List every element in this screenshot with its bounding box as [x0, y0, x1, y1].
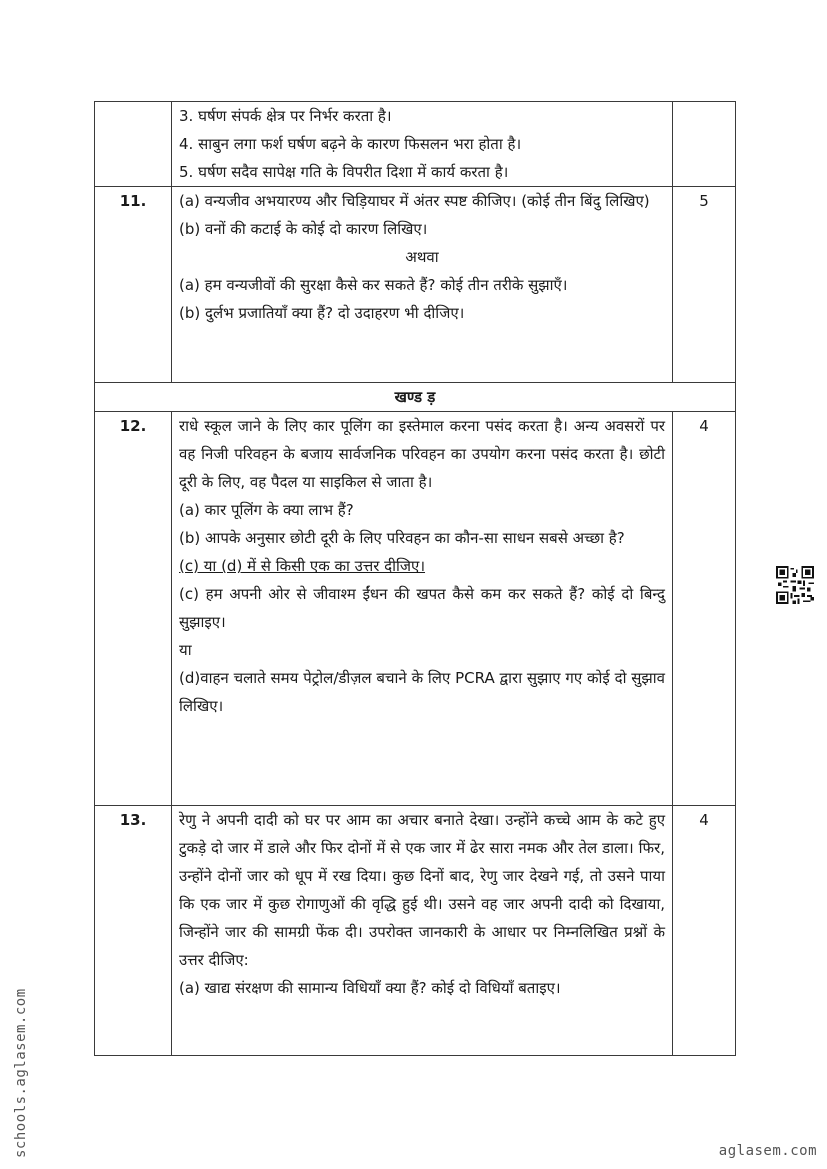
table-row	[95, 806, 736, 1056]
marks: 4	[673, 806, 736, 1056]
or-separator: अथवा	[405, 248, 439, 266]
q11-part-b: (b) वनों की कटाई के कोई दो कारण लिखिए।	[179, 220, 428, 238]
question-number: 11.	[95, 187, 172, 383]
table-row	[95, 102, 736, 187]
q13-part-a: (a) खाद्य संरक्षण की सामान्य विधियाँ क्या हैं? कोई दो विधियाँ बताइए।	[179, 979, 561, 997]
q12-instruction: (c) या (d) में से किसी एक का उत्तर दीजिए।	[179, 557, 426, 575]
q12-intro: राधे स्कूल जाने के लिए कार पूलिंग का इस्तेमाल करना पसंद करता है। अन्य अवसरों पर वह निजी परिवहन के बजाय सार्वजनिक परिवहन का उपयोग करना पसंद करता है। छोटी दूरी के लिए, वह पैदल या साइकिल से जाता है।	[179, 417, 665, 491]
qr-code-icon	[776, 566, 814, 604]
q11-part-a: (a) वन्यजीव अभयारण्य और चिड़ियाघर में अंतर स्पष्ट कीजिए। (कोई तीन बिंदु लिखिए)	[179, 192, 650, 210]
bottom-watermark: aglasem.com	[718, 1143, 817, 1159]
q12-part-d: (d)वाहन चलाते समय पेट्रोल/डीज़ल बचाने के लिए PCRA द्वारा सुझाए गए कोई दो सुझाव लिखिए।	[179, 669, 665, 715]
question-number: 13.	[95, 806, 172, 1056]
question-number: 12.	[95, 412, 172, 806]
friction-point-5: 5. घर्षण सदैव सापेक्ष गति के विपरीत दिशा में कार्य करता है।	[179, 163, 509, 181]
question-number-cell	[95, 102, 172, 187]
q11-alt-part-b: (b) दुर्लभ प्रजातियाँ क्या हैं? दो उदाहरण भी दीजिए।	[179, 304, 465, 322]
q13-intro: रेणु ने अपनी दादी को घर पर आम का अचार बनाते देखा। उन्होंने कच्चे आम के कटे हुए टुकड़े दो जार में डाले और फिर दोनों में से एक जार में ढेर सारा नमक और तेल डाला। फिर, उन्होंने दोनों जार को धूप में रख दिया। कुछ दिनों बाद, रेणु जार देखने गई, तो उसने पाया कि एक जार में कुछ रोगाणुओं की वृद्धि हुई थी। उसने वह जार अपनी दादी को दिखाया, जिन्होंने जार की सामग्री फेंक दी। उपरोक्त जानकारी के आधार पर निम्नलिखित प्रश्नों के उत्तर दीजिए:	[179, 811, 665, 969]
question-paper-table	[94, 101, 736, 1056]
table-row	[95, 412, 736, 806]
marks: 5	[673, 187, 736, 383]
q12-part-a: (a) कार पूलिंग के क्या लाभ हैं?	[179, 501, 354, 519]
friction-point-3: 3. घर्षण संपर्क क्षेत्र पर निर्भर करता है।	[179, 107, 392, 125]
section-row	[95, 383, 736, 412]
friction-point-4: 4. साबुन लगा फर्श घर्षण बढ़ने के कारण फिसलन भरा होता है।	[179, 135, 522, 153]
question-content-cell	[172, 806, 673, 1056]
marks-cell	[673, 102, 736, 187]
question-content-cell	[172, 102, 673, 187]
table-row	[95, 187, 736, 383]
section-title: खण्ड ड़	[95, 383, 736, 412]
or-separator: या	[179, 641, 192, 659]
q12-part-c: (c) हम अपनी ओर से जीवाश्म ईंधन की खपत कैसे कम कर सकते हैं? कोई दो बिन्दु सुझाइए।	[179, 585, 665, 631]
marks: 4	[673, 412, 736, 806]
question-content-cell	[172, 187, 673, 383]
side-watermark: schools.aglasem.com	[13, 988, 29, 1158]
q12-part-b: (b) आपके अनुसार छोटी दूरी के लिए परिवहन का कौन-सा साधन सबसे अच्छा है?	[179, 529, 625, 547]
q11-alt-part-a: (a) हम वन्यजीवों की सुरक्षा कैसे कर सकते हैं? कोई तीन तरीके सुझाएँ।	[179, 276, 568, 294]
question-content-cell	[172, 412, 673, 806]
